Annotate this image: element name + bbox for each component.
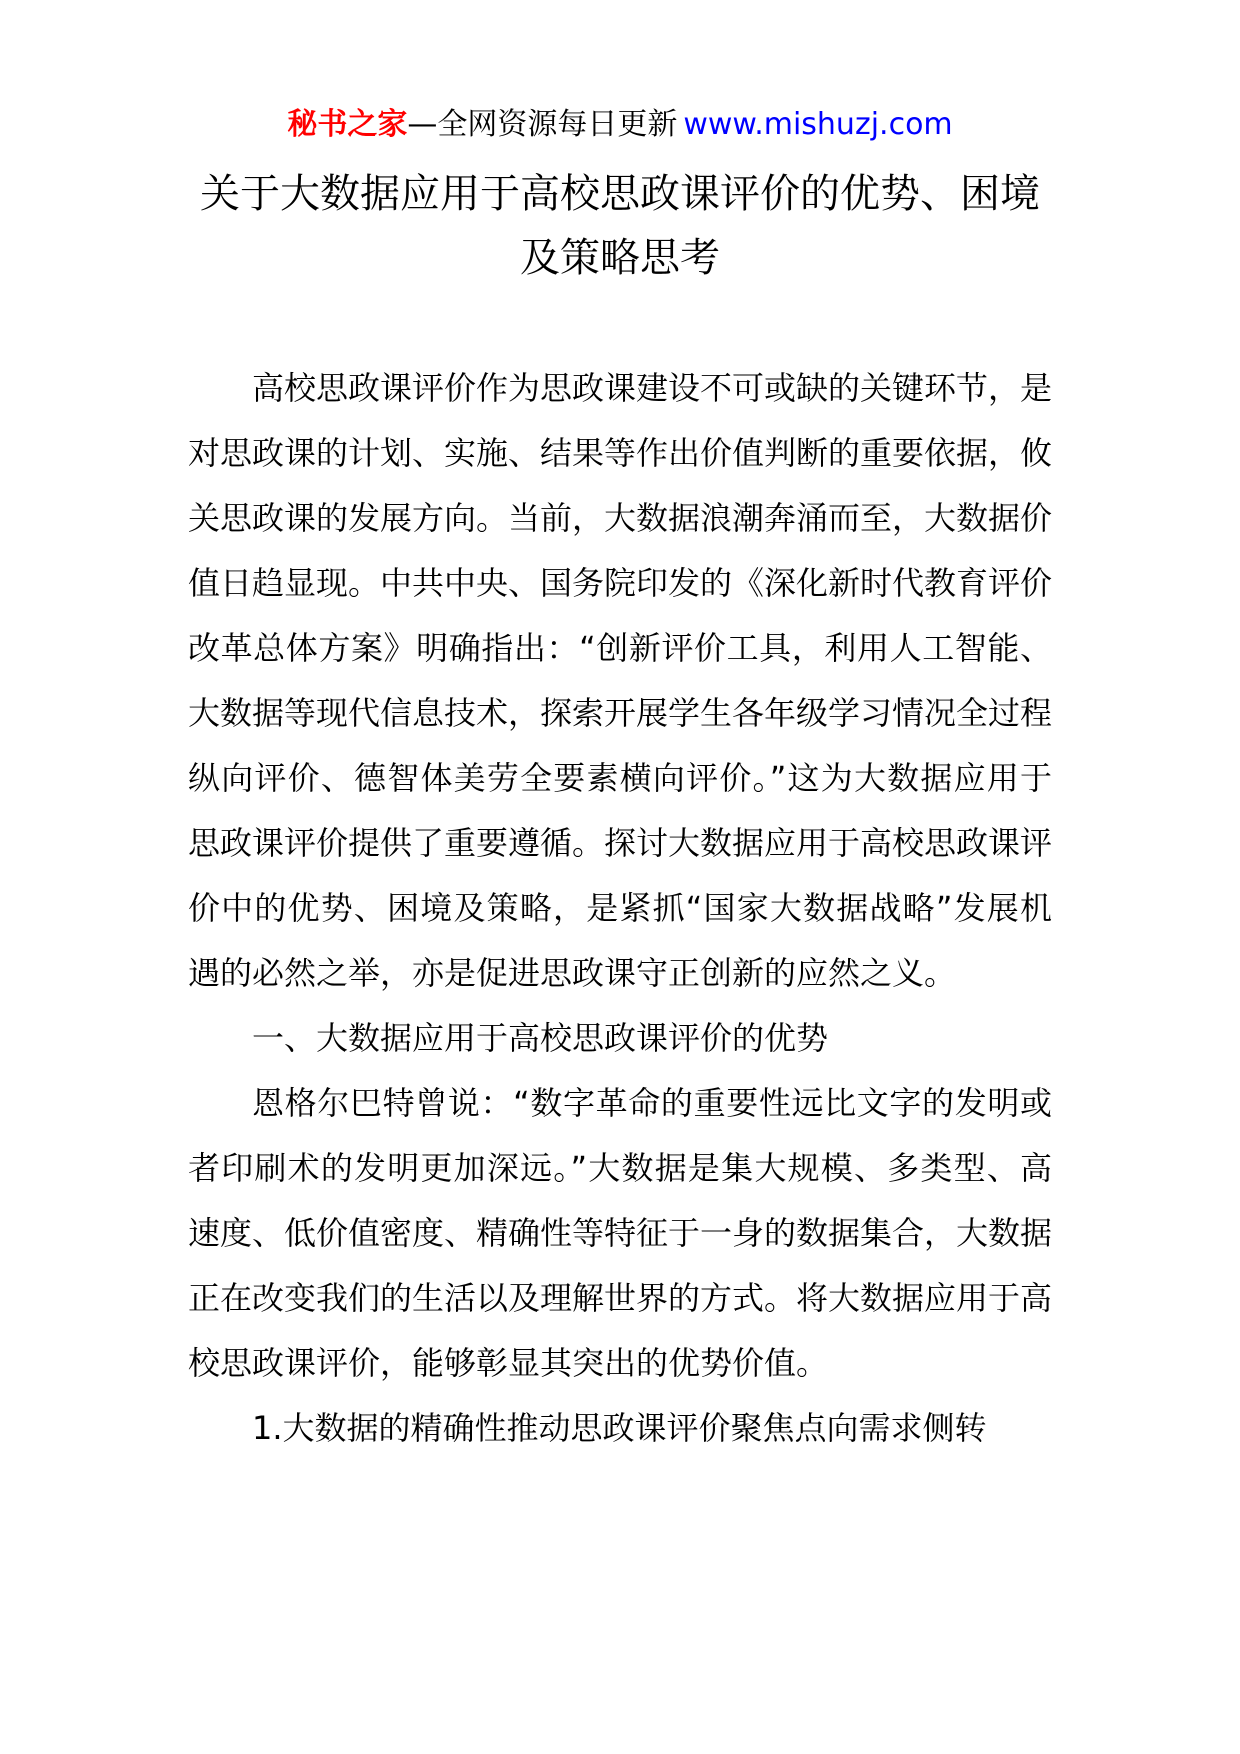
site-url-link[interactable]: www.mishuzj.com xyxy=(683,107,953,142)
document-title: 关于大数据应用于高校思政课评价的优势、困境及策略思考 xyxy=(200,171,1040,281)
document-body xyxy=(188,356,1052,1461)
section-heading: 一、大数据应用于高校思政课评价的优势 xyxy=(252,1019,829,1057)
site-tagline: —全网资源每日更新 xyxy=(407,107,678,142)
site-name: 秘书之家 xyxy=(287,107,408,142)
body-paragraph: 恩格尔巴特曾说：“数字革命的重要性远比文字的发明或者印刷术的发明更加深远。”大数据是集大规模、多类型、高速度、低价值密度、精确性等特征于一身的数据集合，大数据正在改变我们的生活以及理解世界的方式。将大数据应用于高校思政课评价，能够彰显其突出的优势价值。 xyxy=(188,1084,1053,1382)
intro-paragraph: 高校思政课评价作为思政课建设不可或缺的关键环节，是对思政课的计划、实施、结果等作出价值判断的重要依据，攸关思政课的发展方向。当前，大数据浪潮奔涌而至，大数据价值日趋显现。中共中央、国务院印发的《深化新时代教育评价改革总体方案》明确指出：“创新评价工具，利用人工智能、大数据等现代信息技术，探索开展学生各年级学习情况全过程纵向评价、德智体美劳全要素横向评价。”这为大数据应用于思政课评价提供了重要遵循。探讨大数据应用于高校思政课评价中的优势、困境及策略，是紧抓“国家大数据战略”发展机遇的必然之举，亦是促进思政课守正创新的应然之义。 xyxy=(188,369,1053,992)
site-header xyxy=(0,100,1240,150)
subsection-heading: 1.大数据的精确性推动思政课评价聚焦点向需求侧转 xyxy=(252,1409,987,1447)
